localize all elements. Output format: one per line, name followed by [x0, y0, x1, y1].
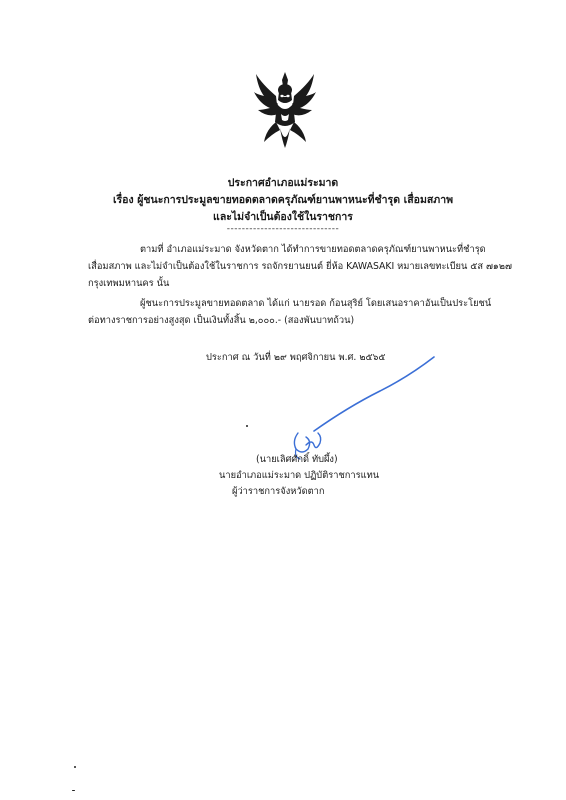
separator-line: ------------------------------ [226, 224, 340, 234]
announcement-date: ประกาศ ณ วันที่ ๒๙ พฤศจิกายน พ.ศ. ๒๕๖๕ [206, 352, 386, 363]
garuda-emblem-icon [252, 70, 318, 150]
signer-position: นายอำเภอแม่ระมาด ปฏิบัติราชการแทน [219, 470, 380, 481]
announcement-subject: เรื่อง ผู้ชนะการประมูลขายทอดตลาดครุภัณฑ์ยานพาหนะที่ชำรุด เสื่อมสภาพ [112, 194, 454, 206]
paragraph-2-line-2: ต่อทางราชการอย่างสูงสุด เป็นเงินทั้งสิ้น ๒,๐๐๐.- (สองพันบาทถ้วน) [88, 315, 355, 326]
ink-dot-mark [246, 425, 248, 427]
paragraph-2-line-1: ผู้ชนะการประมูลขายทอดตลาด ได้แก่ นายรอด ก้อนสุริย์ โดยเสนอราคาอันเป็นประโยชน์ [140, 298, 492, 309]
paragraph-1-line-2: เสื่อมสภาพ และไม่จำเป็นต้องใช้ในราชการ รถจักรยานยนต์ ยี่ห้อ KAWASAKI หมายเลขทะเบียน ๕ส ๗๑๒๗ [88, 261, 512, 272]
signer-position-2: ผู้ว่าราชการจังหวัดตาก [232, 486, 325, 497]
announcement-title: ประกาศอำเภอแม่ระมาด [227, 177, 339, 189]
paragraph-1-line-3: กรุงเทพมหานคร นั้น [88, 278, 170, 289]
paragraph-1-line-1: ตามที่ อำเภอแม่ระมาด จังหวัดตาก ได้ทำการขายทอดตลาดครุภัณฑ์ยานพาหนะที่ชำรุด [140, 244, 486, 255]
ink-dot-mark [72, 790, 75, 791]
signer-name: (นายเลิศศักดิ์ ทับผึ้ง) [256, 454, 338, 465]
ink-dot-mark [74, 766, 76, 768]
signature-icon [240, 345, 440, 465]
announcement-subject-continued: และไม่จำเป็นต้องใช้ในราชการ [213, 211, 353, 223]
